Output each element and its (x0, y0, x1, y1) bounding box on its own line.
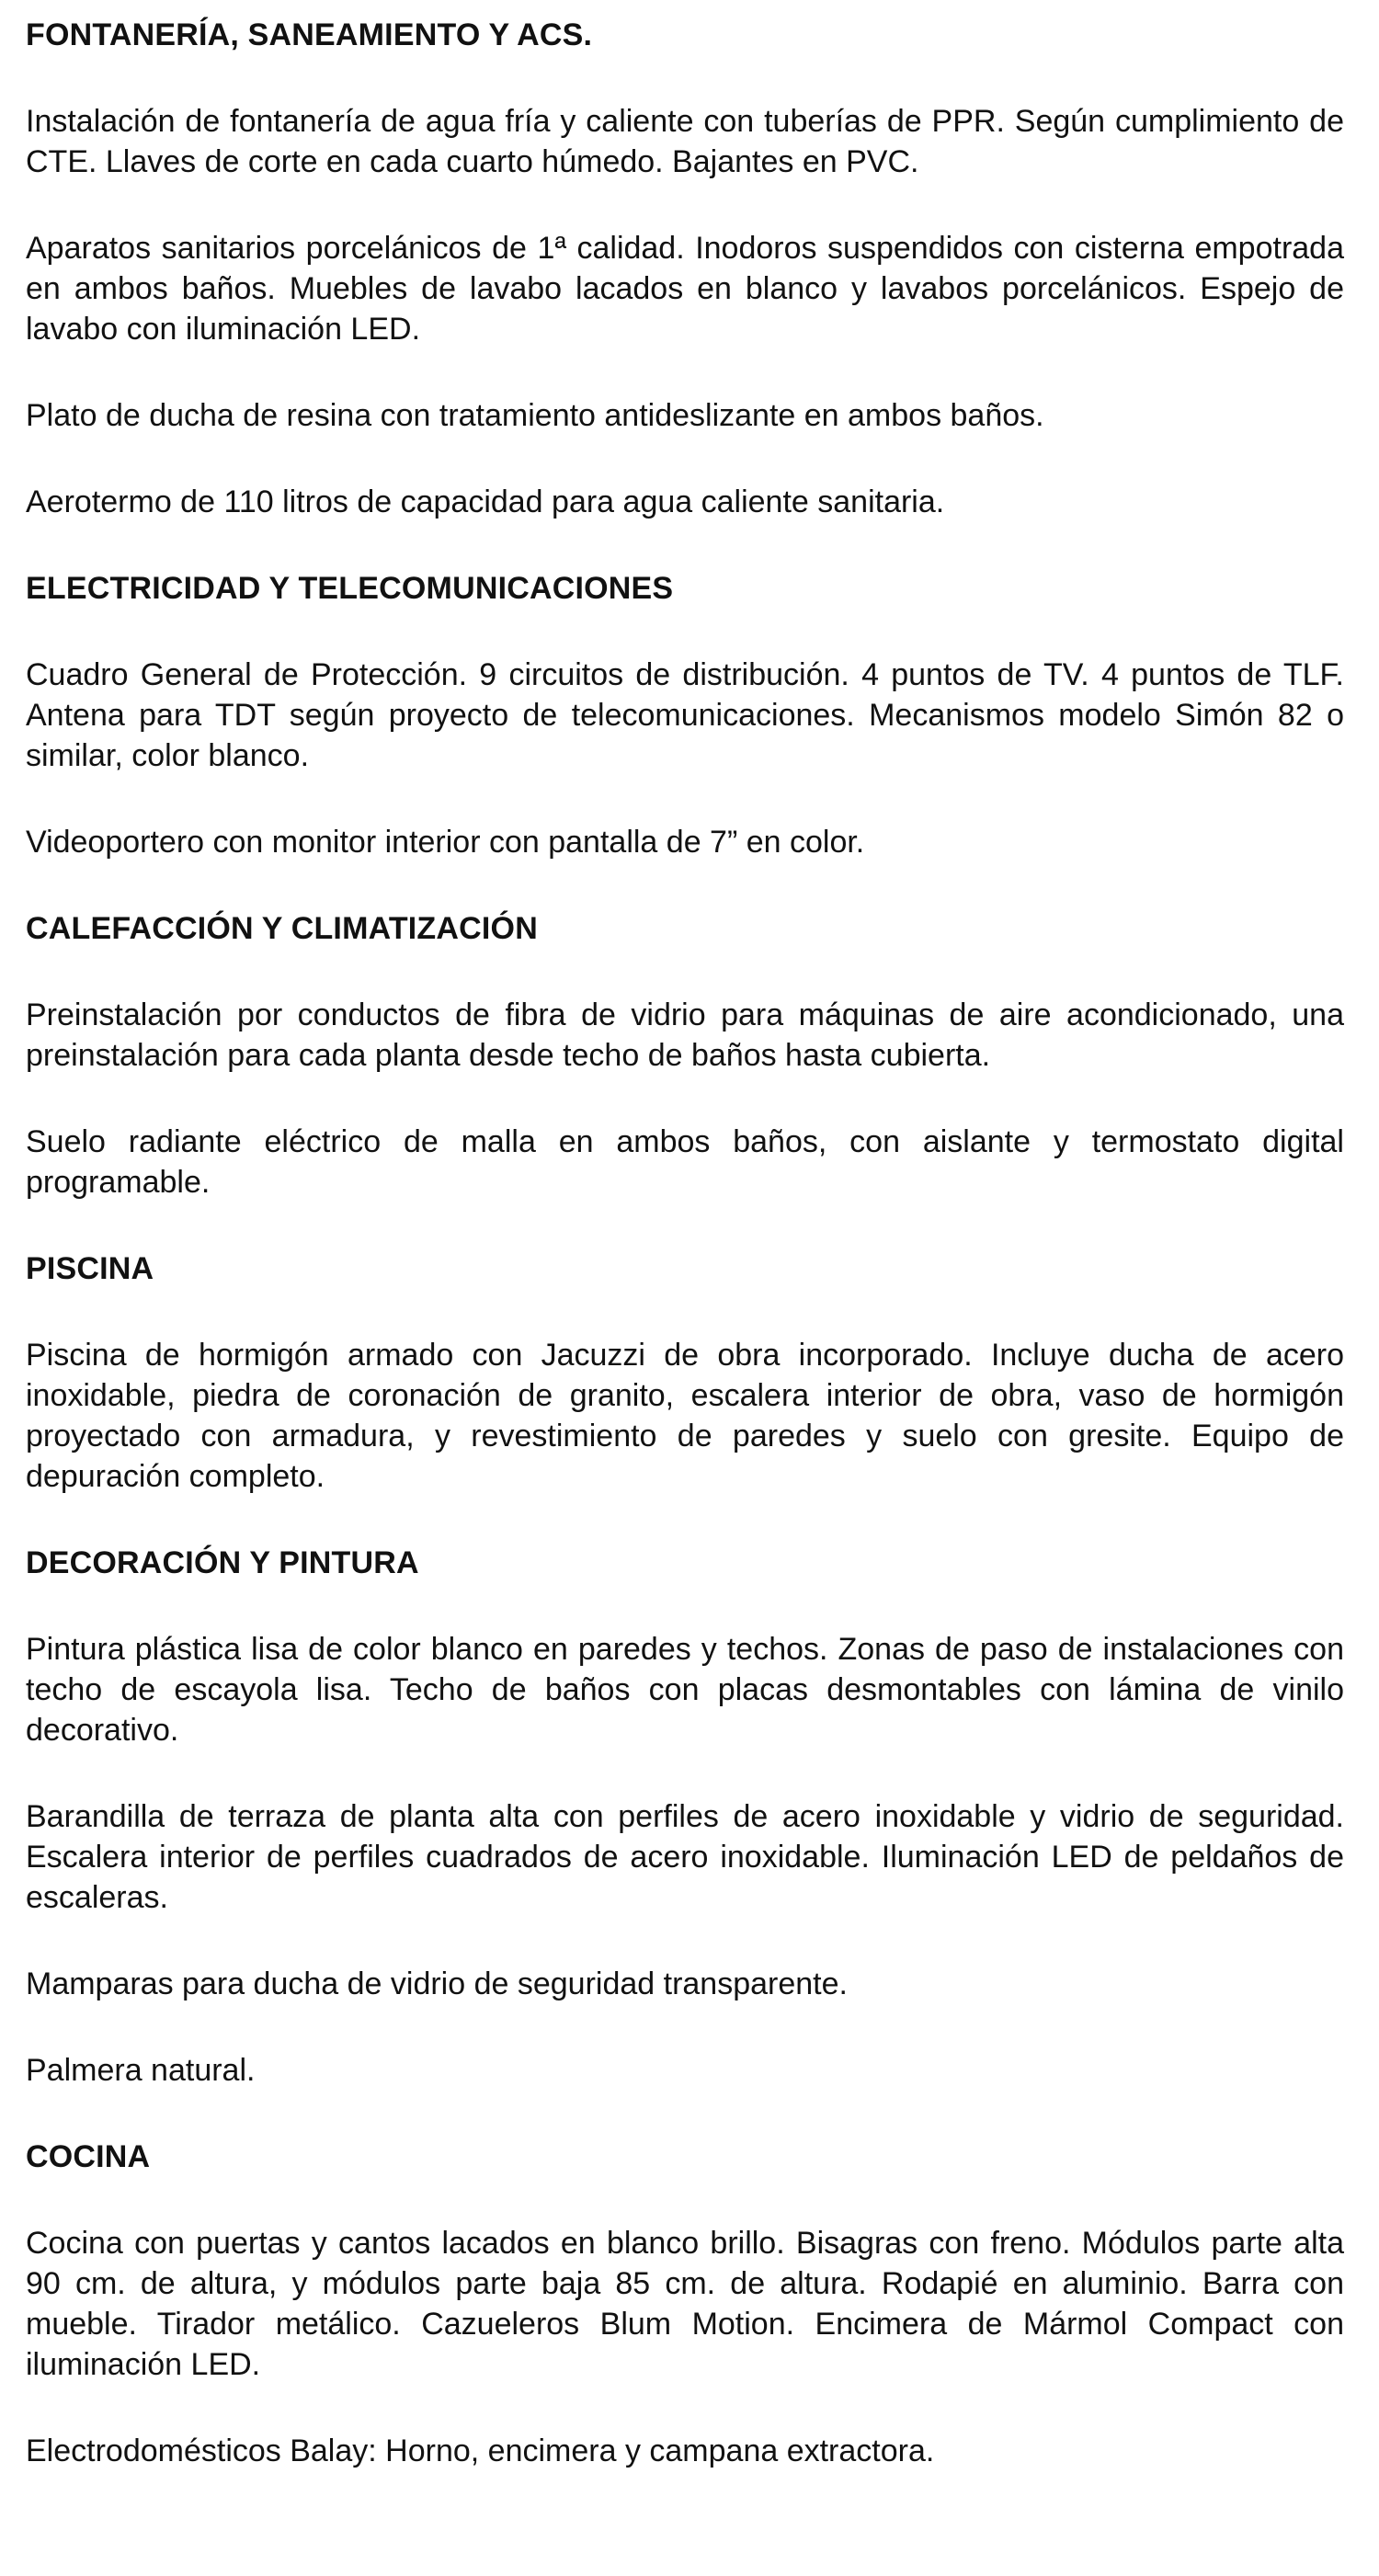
paragraph: Preinstalación por conductos de fibra de vidrio para máquinas de aire acondicionado, una preinstalación para cada planta desde techo de baños hasta cubierta. (26, 997, 1344, 1073)
section-decoracion (26, 1543, 1344, 2091)
section-heading: COCINA (26, 2139, 151, 2174)
paragraph: Aerotermo de 110 litros de capacidad para agua caliente sanitaria. (26, 484, 945, 519)
paragraph: Palmera natural. (26, 2053, 256, 2088)
paragraph: Piscina de hormigón armado con Jacuzzi de obra incorporado. Incluye ducha de acero inoxidable, piedra de coronación de granito, escalera interior de obra, vaso de hormigón proyectado con armadura, y revestimiento de paredes y suelo con gresite. Equipo de depuración completo. (26, 1338, 1344, 1494)
paragraph: Mamparas para ducha de vidrio de seguridad transparente. (26, 1966, 848, 2001)
section-electricidad (26, 568, 1344, 862)
paragraph: Plato de ducha de resina con tratamiento antideslizante en ambos baños. (26, 398, 1044, 433)
section-calefaccion (26, 908, 1344, 1203)
section-heading: PISCINA (26, 1251, 154, 1286)
section-heading: CALEFACCIÓN Y CLIMATIZACIÓN (26, 911, 538, 946)
paragraph: Cocina con puertas y cantos lacados en blanco brillo. Bisagras con freno. Módulos parte alta 90 cm. de altura, y módulos parte baja 85 cm. de altura. Rodapié en aluminio. Barra con mueble. Tirador metálico. Cazueleros Blum Motion. Encimera de Mármol Compact con iluminación LED. (26, 2226, 1344, 2382)
paragraph: Videoportero con monitor interior con pantalla de 7” en color. (26, 825, 865, 860)
section-cocina (26, 2137, 1344, 2471)
section-heading: FONTANERÍA, SANEAMIENTO Y ACS. (26, 17, 593, 52)
paragraph: Electrodomésticos Balay: Horno, encimera y campana extractora. (26, 2434, 935, 2468)
section-piscina (26, 1248, 1344, 1497)
paragraph: Suelo radiante eléctrico de malla en ambos baños, con aislante y termostato digital programable. (26, 1124, 1344, 1200)
section-fontaneria (26, 15, 1344, 522)
paragraph: Cuadro General de Protección. 9 circuitos de distribución. 4 puntos de TV. 4 puntos de TLF. Antena para TDT según proyecto de telecomunicaciones. Mecanismos modelo Simón 82 o similar, color blanco. (26, 657, 1344, 773)
paragraph: Pintura plástica lisa de color blanco en paredes y techos. Zonas de paso de instalaciones con techo de escayola lisa. Techo de baños con placas desmontables con lámina de vinilo decorativo. (26, 1632, 1344, 1748)
section-heading: DECORACIÓN Y PINTURA (26, 1545, 419, 1580)
paragraph: Aparatos sanitarios porcelánicos de 1ª calidad. Inodoros suspendidos con cisterna empotrada en ambos baños. Muebles de lavabo lacados en blanco y lavabos porcelánicos. Espejo de lavabo con iluminación LED. (26, 231, 1344, 347)
section-heading: ELECTRICIDAD Y TELECOMUNICACIONES (26, 571, 674, 606)
paragraph: Instalación de fontanería de agua fría y caliente con tuberías de PPR. Según cumplimiento de CTE. Llaves de corte en cada cuarto húmedo. Bajantes en PVC. (26, 104, 1344, 179)
paragraph: Barandilla de terraza de planta alta con perfiles de acero inoxidable y vidrio de seguridad. Escalera interior de perfiles cuadrados de acero inoxidable. Iluminación LED de peldaños de escaleras. (26, 1799, 1344, 1915)
